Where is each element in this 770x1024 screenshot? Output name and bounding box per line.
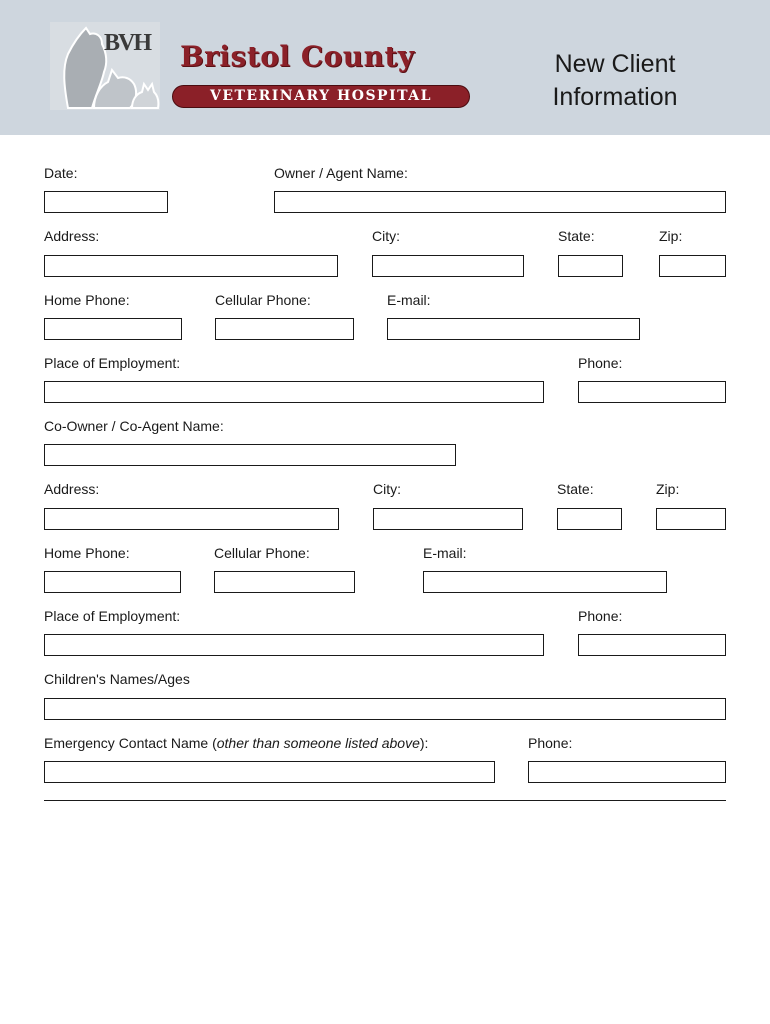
zip-field[interactable] xyxy=(659,255,726,277)
emergency-label-suffix: ): xyxy=(419,735,429,751)
city-label: City: xyxy=(372,228,400,244)
emergency-label-italic: other than someone listed above xyxy=(216,735,420,751)
co-city-label: City: xyxy=(373,481,401,497)
zip-label: Zip: xyxy=(659,228,683,244)
co-home-phone-field[interactable] xyxy=(44,571,181,593)
co-state-label: State: xyxy=(557,481,594,497)
emergency-label-prefix: Emergency Contact Name ( xyxy=(44,735,217,751)
children-label: Children's Names/Ages xyxy=(44,671,190,687)
co-employment-label: Place of Employment: xyxy=(44,608,181,624)
email-label: E-mail: xyxy=(387,292,431,308)
header-band xyxy=(0,0,770,135)
co-zip-field[interactable] xyxy=(656,508,726,530)
cell-phone-label: Cellular Phone: xyxy=(215,292,311,308)
emergency-phone-label: Phone: xyxy=(528,735,573,751)
state-label: State: xyxy=(558,228,595,244)
address-field[interactable] xyxy=(44,255,338,277)
co-email-label: E-mail: xyxy=(423,545,467,561)
date-field[interactable] xyxy=(44,191,168,213)
co-city-field[interactable] xyxy=(373,508,523,530)
emergency-phone-field[interactable] xyxy=(528,761,726,783)
logo-monogram: BVH xyxy=(104,30,151,56)
home-phone-label: Home Phone: xyxy=(44,292,130,308)
work-phone-field[interactable] xyxy=(578,381,726,403)
email-field[interactable] xyxy=(387,318,640,340)
employment-label: Place of Employment: xyxy=(44,355,181,371)
children-field[interactable] xyxy=(44,698,726,720)
home-phone-field[interactable] xyxy=(44,318,182,340)
co-email-field[interactable] xyxy=(423,571,667,593)
co-cell-phone-field[interactable] xyxy=(214,571,355,593)
emergency-contact-label xyxy=(44,735,428,751)
cell-phone-field[interactable] xyxy=(215,318,354,340)
co-home-phone-label: Home Phone: xyxy=(44,545,130,561)
form-title-line2: Information xyxy=(552,83,678,111)
state-field[interactable] xyxy=(558,255,623,277)
co-state-field[interactable] xyxy=(557,508,622,530)
city-field[interactable] xyxy=(372,255,524,277)
clinic-subtitle-banner: VETERINARY HOSPITAL xyxy=(172,85,470,108)
form-title xyxy=(540,48,690,114)
employment-field[interactable] xyxy=(44,381,544,403)
form-title-line1: New Client xyxy=(554,50,676,78)
co-work-phone-field[interactable] xyxy=(578,634,726,656)
co-work-phone-label: Phone: xyxy=(578,608,623,624)
co-owner-name-label: Co-Owner / Co-Agent Name: xyxy=(44,418,224,434)
bottom-divider xyxy=(44,800,726,801)
owner-name-field[interactable] xyxy=(274,191,726,213)
address-label: Address: xyxy=(44,228,100,244)
co-address-field[interactable] xyxy=(44,508,339,530)
date-label: Date: xyxy=(44,165,78,181)
emergency-contact-field[interactable] xyxy=(44,761,495,783)
co-cell-phone-label: Cellular Phone: xyxy=(214,545,310,561)
clinic-name: Bristol County xyxy=(180,40,415,73)
co-zip-label: Zip: xyxy=(656,481,680,497)
co-employment-field[interactable] xyxy=(44,634,544,656)
owner-name-label: Owner / Agent Name: xyxy=(274,165,408,181)
co-owner-name-field[interactable] xyxy=(44,444,456,466)
co-address-label: Address: xyxy=(44,481,100,497)
work-phone-label: Phone: xyxy=(578,355,623,371)
